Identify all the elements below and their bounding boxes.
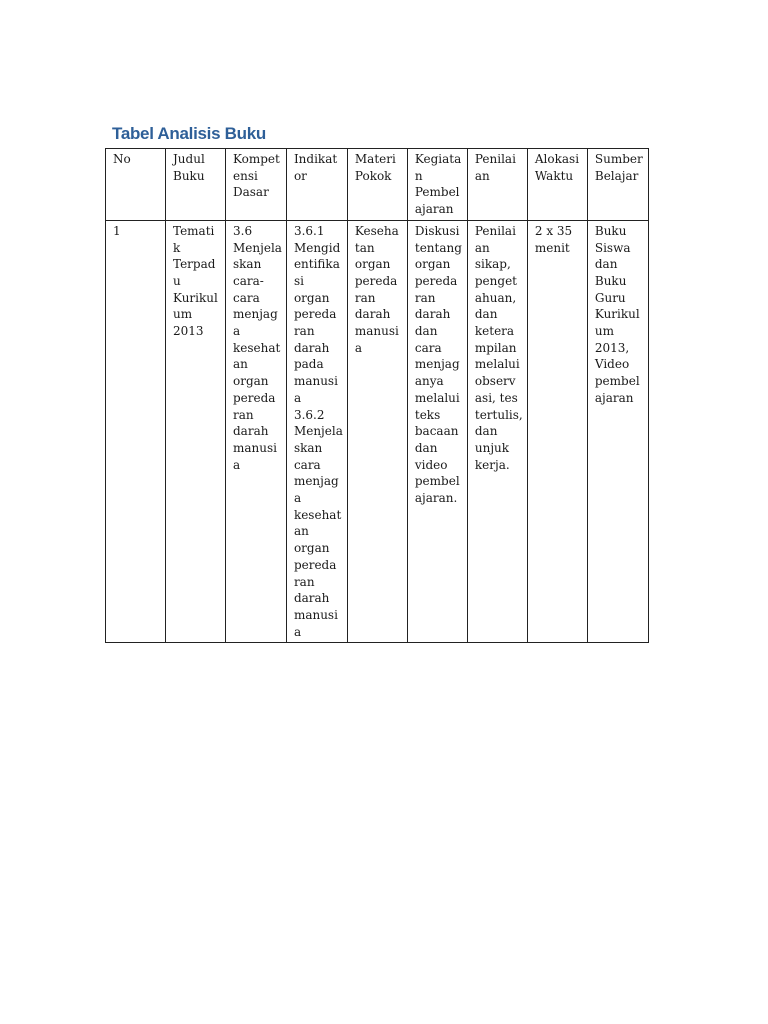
analysis-table xyxy=(105,148,649,643)
header-no: No xyxy=(106,149,166,221)
header-kegiatan-pembelajaran: Kegiata n Pembel ajaran xyxy=(407,149,467,221)
cell-sumber-belajar: Buku Siswa dan Buku Guru Kurikul um 2013, Video pembel ajaran xyxy=(587,220,648,643)
header-judul-buku: Judul Buku xyxy=(166,149,226,221)
cell-alokasi-waktu: 2 x 35 menit xyxy=(527,220,587,643)
header-materi-pokok: Materi Pokok xyxy=(347,149,407,221)
cell-kompetensi-dasar: 3.6 Menjela skan cara- cara menjag a kesehat an organ pereda ran darah manusi a xyxy=(226,220,287,643)
cell-materi-pokok: Keseha tan organ pereda ran darah manusi a xyxy=(347,220,407,643)
header-penilaian: Penilai an xyxy=(467,149,527,221)
cell-indikator: 3.6.1 Mengid entifika si organ pereda ran darah pada manusi a 3.6.2 Menjela skan cara menjag a kesehat an organ pereda ran darah manusi a xyxy=(286,220,347,643)
header-kompetensi-dasar: Kompet ensi Dasar xyxy=(226,149,287,221)
page-title: Tabel Analisis Buku xyxy=(112,124,266,143)
header-alokasi-waktu: Alokasi Waktu xyxy=(527,149,587,221)
cell-judul-buku: Temati k Terpad u Kurikul um 2013 xyxy=(166,220,226,643)
header-indikator: Indikat or xyxy=(286,149,347,221)
cell-no: 1 xyxy=(106,220,166,643)
cell-kegiatan-pembelajaran: Diskusi tentang organ pereda ran darah dan cara menjag anya melalui teks bacaan dan video pembel ajaran. xyxy=(407,220,467,643)
cell-penilaian: Penilai an sikap, penget ahuan, dan ketera mpilan melalui observ asi, tes tertulis, dan unjuk kerja. xyxy=(467,220,527,643)
header-sumber-belajar: Sumber Belajar xyxy=(587,149,648,221)
table-row xyxy=(106,220,649,643)
table-header-row xyxy=(106,149,649,221)
